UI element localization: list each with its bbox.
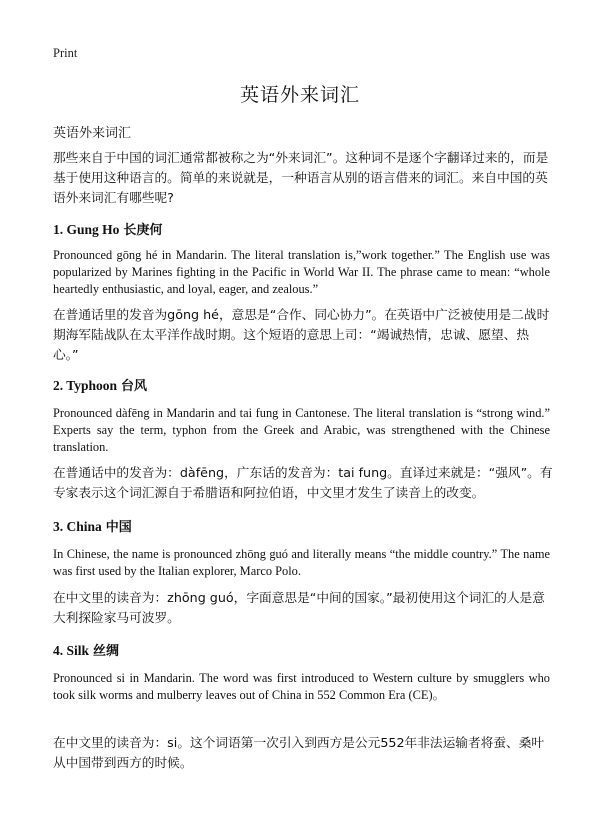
entry-chinese-text: 在普通话里的发音为gōng hé，意思是“合作、同心协力”。在英语中广泛被使用是二战时期海军陆战队在太平洋作战时期。这个短语的意思上司：“竭诚热情，忠诚、愿望、热心。” (53, 307, 550, 362)
entry-heading: 1. Gung Ho 长庚何 (53, 222, 163, 238)
intro-paragraph: 那些来自于中国的词汇通常都被称之为“外来词汇”。这种词不是逐个字翻译过来的，而是基于使用这种语言的。简单的来说就是，一种语言从别的语言借来的词汇。来自中国的英语外来词汇有哪些呢? (53, 150, 549, 205)
subtitle: 英语外来词汇 (53, 126, 132, 141)
print-link[interactable]: Print (53, 46, 78, 60)
page-title: 英语外来词汇 (239, 84, 360, 106)
entry-english-text: Pronounced dàfēng in Mandarin and tai fung in Cantonese. The literal translation is “strong wind.” Experts say the term, typhon from the Greek and Arabic, was strengthened with the Chinese translation. (53, 406, 550, 454)
entry-chinese-text: 在普通话中的发音为：dàfēng，广东话的发音为：tai fung。直译过来就是：“强风”。有专家表示这个词汇源自于希腊语和阿拉伯语，中文里才发生了读音上的改变。 (53, 465, 553, 500)
entry-chinese-text: 在中文里的读音为：zhōng guó，字面意思是“中间的国家。”最初使用这个词汇的人是意大利探险家马可波罗。 (53, 590, 545, 625)
entry-english-text: In Chinese, the name is pronounced zhōng guó and literally means “the middle country.” The name was first used by the Italian explorer, Marco Polo. (53, 547, 550, 578)
entry-heading: 2. Typhoon 台风 (53, 378, 148, 394)
entry-chinese-text: 在中文里的读音为：si。这个词语第一次引入到西方是公元552年非法运输者将蚕、桑叶从中国带到西方的时候。 (53, 735, 545, 770)
entry-english-text: Pronounced si in Mandarin. The word was first introduced to Western culture by smugglers who took silk worms and mulberry leaves out of China in 552 Common Era (CE)。 (53, 671, 550, 702)
entry-heading: 3. China 中国 (53, 519, 132, 535)
entry-english-text: Pronounced gōng hé in Mandarin. The literal translation is,”work together.” The English use was popularized by Marines fighting in the Pacific in World War II. The phrase came to mean: “whole heartedly enthusiastic, and loyal, eager, and zealous.” (53, 248, 550, 296)
entry-heading: 4. Silk 丝绸 (53, 643, 120, 659)
